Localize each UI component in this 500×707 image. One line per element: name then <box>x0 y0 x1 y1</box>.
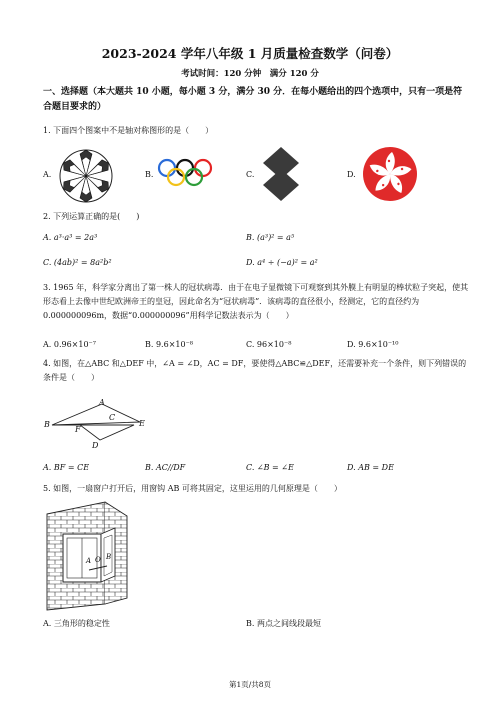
q2-option-b: B. (a³)² = a⁵ <box>246 233 295 242</box>
q4-label-f: F <box>75 425 81 434</box>
q4-label-b: B <box>44 420 50 429</box>
q4-option-c: C. ∠B = ∠E <box>246 463 294 472</box>
q4-option-a: A. BF = CE <box>43 463 90 472</box>
pinwheel-figure <box>362 146 418 202</box>
q3-option-b: B. 9.6×10⁻⁸ <box>145 340 193 349</box>
window-figure <box>43 500 135 612</box>
question-4-stem: 4. 如图，在△ABC 和△DEF 中，∠A = ∠D，AC = DF，要使得△ABC≌△DEF，还需要补充一个条件，则下列错误的条件是（ ） <box>43 359 467 382</box>
section-heading: 一、选择题（本大题共 10 小题，每小题 3 分，满分 30 分．在每小题给出的四个选项中，只有一项是符合题目要求的） <box>43 87 463 112</box>
olympic-rings-figure <box>157 158 213 188</box>
question-5-stem: 5. 如图，一扇窗户打开后，用窗钩 AB 可将其固定，这里运用的几何原理是（ ） <box>43 484 342 493</box>
page-title: 2023-2024 学年八年级 1 月质量检查数学（问卷） <box>101 46 399 61</box>
diamond-figure <box>262 146 300 202</box>
page-number: 第1页/共8页 <box>228 680 272 689</box>
q1-option-b: B. <box>145 170 154 179</box>
q5-label-o: O <box>95 556 101 564</box>
question-3-stem: 3. 1965 年，科学家分离出了第一株人的冠状病毒．由于在电子显微镜下可观察到其外膜上有明显的棒状粒子突起，使其形态看上去像中世纪欧洲帝王的皇冠，因此命名为“冠状病毒”．该病毒的直径很小，经测定，它的直径约为 0.000000096m，数据“0.000000096”用科学记数法表示为（ ） <box>43 283 469 320</box>
q1-option-a: A. <box>43 170 52 179</box>
q4-label-e: E <box>139 419 145 428</box>
q4-option-b: B. AC//DF <box>145 463 186 472</box>
q5-label-b: B <box>106 553 112 561</box>
q1-option-d: D. <box>347 170 356 179</box>
q5-option-b: B. 两点之间线段最短 <box>246 619 321 628</box>
question-1-stem: 1. 下面四个图案中不是轴对称图形的是（ ） <box>43 126 214 135</box>
q4-label-d: D <box>92 441 99 450</box>
q3-option-d: D. 9.6×10⁻¹⁰ <box>347 340 399 349</box>
exam-info: 考试时间：120 分钟 满分 120 分 <box>181 69 319 79</box>
q5-option-a: A. 三角形的稳定性 <box>43 619 110 628</box>
q5-label-a: A <box>86 557 92 565</box>
q3-option-c: C. 96×10⁻⁸ <box>246 340 292 349</box>
q4-label-c: C <box>109 413 116 422</box>
q1-option-c: C. <box>246 170 255 179</box>
flower-figure <box>58 148 114 204</box>
question-2-stem: 2. 下列运算正确的是( ) <box>43 212 140 221</box>
q4-option-d: D. AB = DE <box>347 463 394 472</box>
q2-option-a: A. a³·a³ = 2a³ <box>43 233 98 242</box>
q2-option-d: D. a⁴ ÷ (−a)² = a² <box>246 258 318 267</box>
q4-label-a: A <box>99 398 105 407</box>
q2-option-c: C. (4ab)² = 8a²b² <box>43 258 112 267</box>
q3-option-a: A. 0.96×10⁻⁷ <box>43 340 96 349</box>
